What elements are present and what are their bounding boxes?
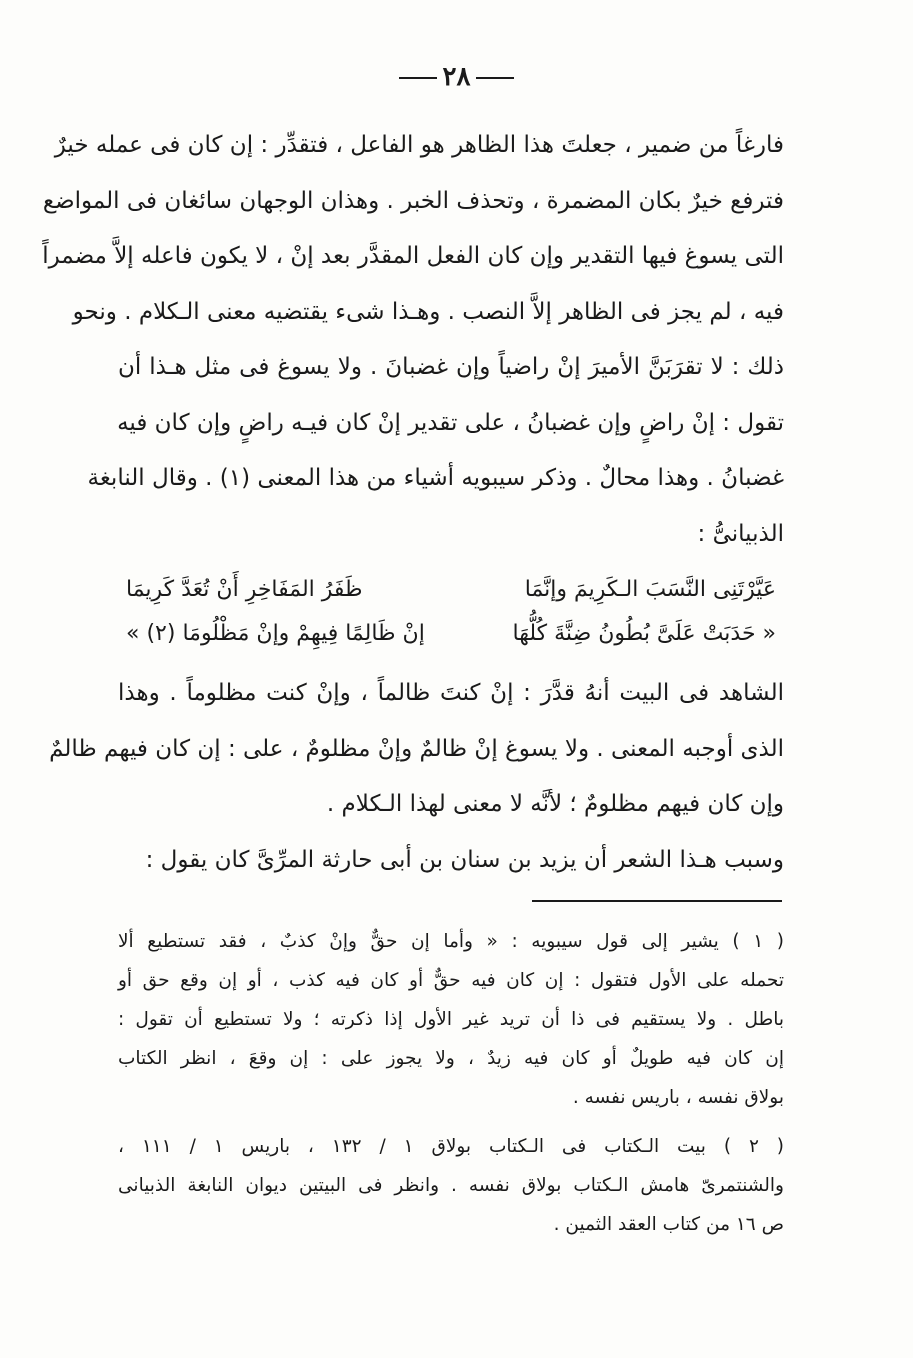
text-line: غضبانُ . وهذا محالٌ . وذكر سيبويه أشياء من هذا المعنى (١) . وقال النابغة <box>87 465 784 491</box>
footnote-line: بولاق نفسه ، باريس نفسه . <box>572 1087 784 1108</box>
footnotes <box>118 922 784 1244</box>
poem-verse <box>118 562 784 666</box>
page-number <box>0 62 913 92</box>
verse-hemistich-first: « حَدَبَتْ عَلَىَّ بُطُونُ ضِنَّةَ كُلُّهَا <box>512 621 776 646</box>
text-line: فترفع خيرٌ بكان المضمرة ، وتحذف الخبر . وهذان الوجهان سائغان فى المواضع <box>42 187 784 214</box>
text-line: الذى أوجبه المعنى . ولا يسوغ إنْ ظالمٌ وإنْ مظلومٌ ، على : إن كان فيهم ظالمٌ <box>49 735 784 762</box>
text-line: الذبيانىُّ : <box>697 520 784 547</box>
page-number-dash-right <box>476 77 514 79</box>
footnote-line: إن كان فيه طويلٌ أو كان فيه زيدٌ ، ولا يجوز على : إن وقعَ ، انظر الكتاب <box>118 1048 784 1069</box>
verse-hemistich-second: ظَفَرُ المَفَاخِرِ أَنْ تُعَدَّ كَرِيمَا <box>126 577 363 602</box>
verse-hemistich-first: عَيَّرْتَنِى النَّسَبَ الـكَرِيمَ وإنَّمَا <box>524 577 776 602</box>
text-line: فيه ، لم يجز فى الظاهر إلاَّ النصب . وهـذا شىء يقتضيه معنى الـكلام . ونحو <box>72 298 784 325</box>
footnote-line: ( ١ ) يشير إلى قول سيبويه : « وأما إن حقٌّ وإنْ كذبٌ ، فقد تستطيع ألا <box>118 931 784 952</box>
text-line: وسبب هـذا الشعر أن يزيد بن سنان بن أبى حارثة المرِّىَّ كان يقول : <box>145 846 784 873</box>
main-text <box>42 118 784 888</box>
page-number-dash-left <box>399 77 437 79</box>
text-line: فارغاً من ضمير ، جعلتَ هذا الظاهر هو الفاعل ، فتقدِّر : إن كان فى عمله خيرٌ <box>54 132 784 158</box>
verse-line <box>126 568 776 612</box>
text-line: وإن كان فيهم مظلومٌ ؛ لأنَّه لا معنى لهذا الـكلام . <box>326 791 784 817</box>
verse-hemistich-second: إنْ ظَالِمًا فِيهِمْ وإنْ مَظْلُومَا (٢) » <box>126 621 425 646</box>
footnote-line: باطل . ولا يستقيم فى ذا أن تريد غير الأول إذا ذكرته ؛ ولا تستطيع أن تقول : <box>118 1009 784 1030</box>
verse-line <box>126 612 776 656</box>
footnote-line: ( ٢ ) بيت الـكتاب فى الـكتاب بولاق ١ / ١٣٢ ، باريس ١ / ١١١ ، <box>118 1136 784 1157</box>
footnote-line: ص ١٦ من كتاب العقد الثمين . <box>553 1214 784 1235</box>
footnote-divider <box>532 900 782 902</box>
page-number-text: ٢٨ <box>442 62 471 92</box>
text-line: تقول : إنْ راضٍ وإن غضبانُ ، على تقدير إنْ كان فيـه راضٍ وإن كان فيه <box>117 409 784 436</box>
footnote-line: والشنتمرىّ هامش الـكتاب بولاق نفسه . وانظر فى البيتين ديوان النابغة الذبيانى <box>118 1175 784 1196</box>
text-line: الشاهد فى البيت أنهُ قدَّرَ : إنْ كنتَ ظالماً ، وإنْ كنت مظلوماً . وهذا <box>118 680 784 706</box>
text-line: ذلك : لا تقرَبَنَّ الأميرَ إنْ راضياً وإن غضبانَ . ولا يسوغ فى مثل هـذا أن <box>118 354 784 380</box>
text-line: التى يسوغ فيها التقدير وإن كان الفعل المقدَّر بعد إنْ ، لا يكون فاعله إلاَّ مضمراً <box>42 243 784 269</box>
footnote-line: تحمله على الأول فتقول : إن كان فيه حقٌّ أو كان فيه كذب ، أو إن وقع حق أو <box>118 970 784 991</box>
